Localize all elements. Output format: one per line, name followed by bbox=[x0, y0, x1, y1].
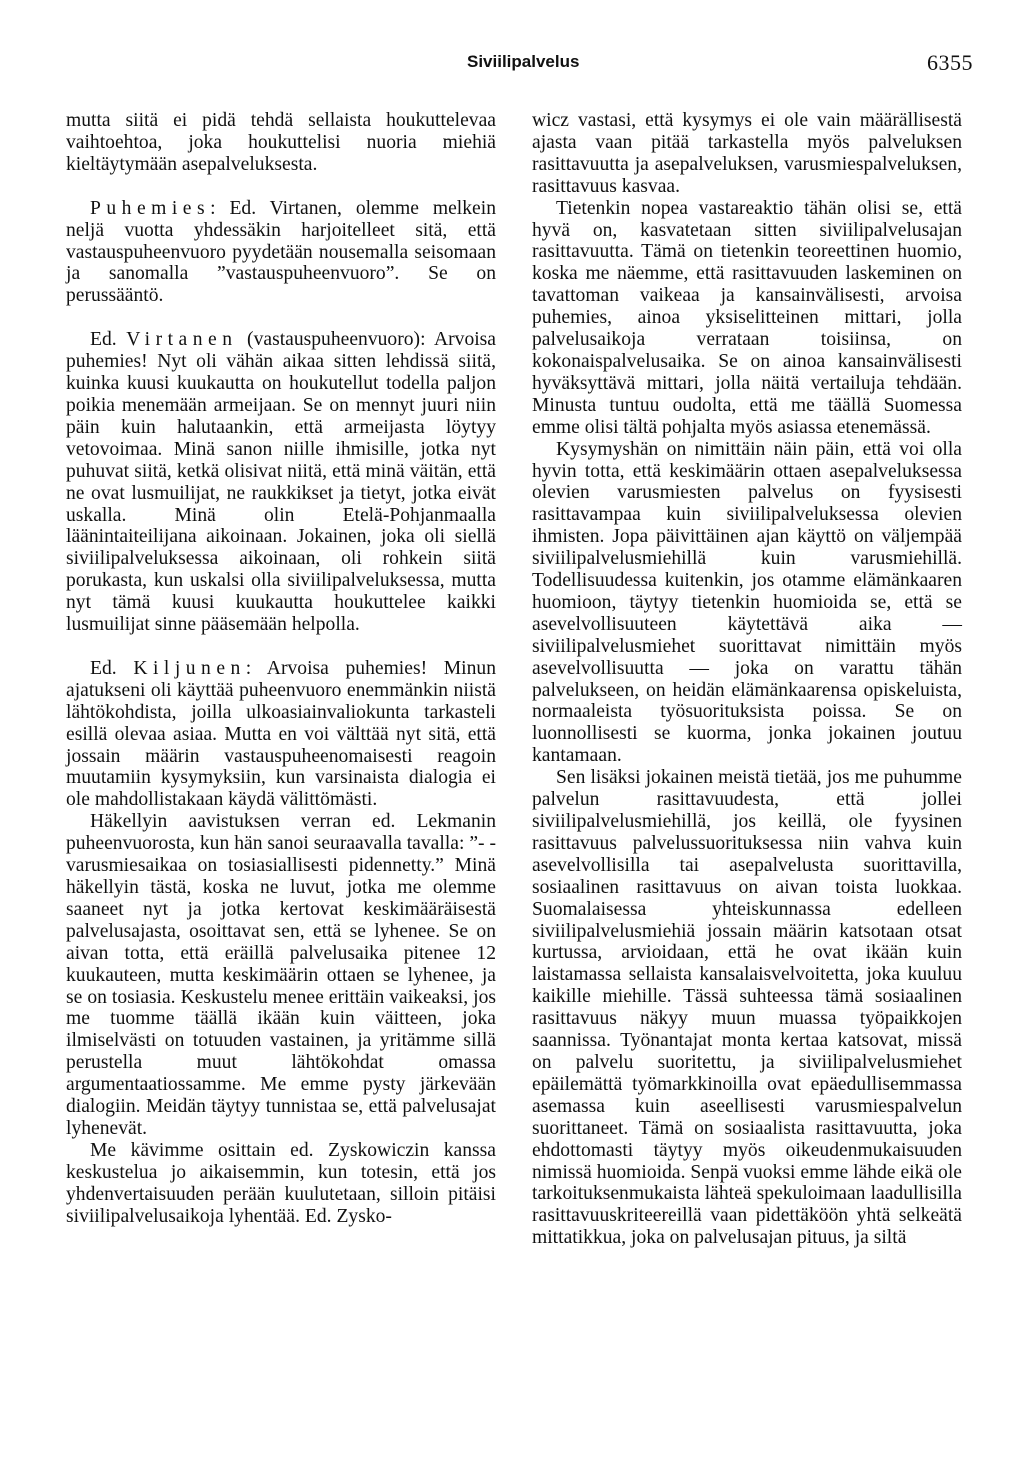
page-number: 6355 bbox=[927, 50, 973, 75]
paragraph: Sen lisäksi jokainen meistä tietää, jos me puhumme palvelun rasittavuudesta, että jollei siviilipalvelusmiehillä, jos keillä, ole fyysinen rasittavuus palvelussuorituksessa niin vahva kuin asevelvollisilla tai asepalvelusta suorittavilla, sosiaalinen rasittavuus on aivan toista luokkaa. Suomalaisessa yhteiskunnassa edelleen siviilipalvelusmiehiä jossain määrin katsotaan otsat kurtussa, arvioidaan, että he ovat ikään kuin laistamassa sellaista kansalaisvelvoitetta, joka kuuluu kaikille miehille. Tässä suhteessa tämä sosiaalinen rasittavuus näkyy muun muassa työpaikkojen saannissa. Työnantajat monta kertaa katsovat, missä on palvelu suoritettu, ja siviilipalvelusmiehet epäilemättä työmarkkinoilla ovat epäedullisemmassa asemassa kuin aseellisesti varusmiespalvelun suorittaneet. Tämä on sosiaalista rasittavuutta, joka ehdottomasti täytyy myös oikeudenmukaisuuden nimissä huomioida. Senpä vuoksi emme lähde eikä ole tarkoituksenmukaista lähteä spekuloimaan laadullisilla rasittavuuskriteereillä vaan pidettäköön yhtä selkeätä mittatikkua, joka on palvelusajan pituus, ja siltä bbox=[532, 767, 962, 1249]
paragraph: Me kävimme osittain ed. Zyskowiczin kanssa keskustelua jo aikaisemmin, kun totesin, että jos yhdenvertaisuuden perään kuulutetaan, silloin pitäisi siviilipalvelusaikoja lyhentää. Ed. Zysko- bbox=[66, 1139, 496, 1227]
paragraph-speaker-virtanen bbox=[66, 329, 496, 636]
speaker-prefix: Ed. bbox=[90, 657, 134, 679]
paragraph-text: : Ed. Virtanen, olemme melkein neljä vuotta yhdessäkin harjoitelleet sitä, että vastauspuheenvuoro pyydetään nousemalla seisomaan ja sanomalla ”vastauspuheenvuoro”. Se on perussääntö. bbox=[66, 197, 496, 307]
paragraph-text: : Arvoisa puhemies! Minun ajatukseni oli käyttää puheenvuoro enemmänkin niistä lähtökohdista, joilla ulkoasiainvaliokunta tarkasteli esillä olevaa asiaa. Mutta en voi välttää nyt sitä, että jossain määrin vastauspuheenomaisesti reagoin muutamiin kysymyksiin, kun varsinaista dialogia ei ole mahdollistakaan käydä välittömästi. bbox=[66, 657, 497, 811]
paragraph-speaker-kiljunen bbox=[66, 658, 496, 811]
paragraph: wicz vastasi, että kysymys ei ole vain määrällisestä ajasta vaan pitää tarkastella myös palveluksen rasittavuutta ja asepalveluksen, varusmiespalveluksen, rasittavuus kasvaa. bbox=[532, 110, 962, 197]
speaker-name: Kiljunen bbox=[133, 657, 246, 679]
paragraph-speaker-puhemies bbox=[66, 198, 496, 308]
speaker-prefix: Ed. bbox=[90, 329, 127, 351]
right-column bbox=[532, 110, 962, 1249]
left-column bbox=[66, 110, 496, 1228]
speaker-name: Puhemies bbox=[90, 197, 211, 219]
speaker-name: Virtanen bbox=[126, 329, 238, 351]
running-header bbox=[0, 52, 1024, 82]
paragraph-text: (vastauspuheenvuoro): Arvoisa puhemies! Nyt oli vähän aikaa sitten lehdissä siitä, kuinka kuusi kuukautta on houkutellut todella paljon poikia menemään armeijaan. Se on mennyt juuri niin päin kuin halutaankin, että armeijasta löytyy vetovoimaa. Minä sanon niille ihmisille, jotka nyt puhuvat siitä, ketkä olisivat niitä, että minä väitän, että ne ovat lusmuilijat, ne raukkikset ja tietyt, jotka eivät uskalla. Minä olin Etelä-Pohjanmaalla läänintaiteilijana aikoinaan. Jokainen, joka oli siellä siviilipalveluksessa aikoinaan, oli rohkein siitä porukasta, kun uskalsi olla siviilipalveluksessa, mutta nyt tämä kuusi kuukautta houkuttelee kaikki lusmuilijat sinne pääsemään helpolla. bbox=[66, 329, 497, 636]
paragraph: mutta siitä ei pidä tehdä sellaista houkuttelevaa vaihtoehtoa, joka houkuttelisi nuoria miehiä kieltäytymään asepalveluksesta. bbox=[66, 110, 496, 175]
paragraph: Kysymyshän on nimittäin näin päin, että voi olla hyvin totta, että keskimäärin ottaen asepalveluksessa olevien varusmiesten palvelus on fyysisesti rasittavampaa kuin siviilipalveluksessa olevien ihmisten. Jopa päivittäinen ajan käyttö on väljempää siviilipalvelusmiehillä kuin varusmiehillä. Todellisuudessa kuitenkin, jos otamme elämänkaaren huomioon, täytyy tietenkin huomioida se, että se asevelvollisuuteen käytettävä aika — siviilipalvelusmiehet suorittavat nimittäin myös asevelvollisuutta — joka on varattu tähän palvelukseen, on heidän elämänkaarensa opiskeluista, normaaleista työsuorituksista poissa. Se on luonnollisesti se kuorma, jonka jokainen joutuu kantamaan. bbox=[532, 438, 962, 767]
paragraph: Tietenkin nopea vastareaktio tähän olisi se, että hyvä on, kasvatetaan sitten siviilipalvelusajan rasittavuutta. Tämä on tietenkin teoreettinen huomio, koska me näemme, että rasittavuuden laskeminen on tavattoman vaikeaa ja kansainvälisesti, arvoisa puhemies, ainoa yksiselitteinen mittari, jolla palvelusaikoja verrataan toisiinsa, on kokonaispalvelusaika. Se on ainoa kansainvälisesti hyväksyttävä mittari, jolla näitä vertailuja tehdään. Minusta tuntuu oudolta, että me täällä Suomessa emme olisi tältä pohjalta myös asiassa etenemässä. bbox=[532, 197, 962, 438]
paragraph: Häkellyin aavistuksen verran ed. Lekmanin puheenvuorosta, kun hän sanoi seuraavalla tavalla: ”- - varusmiesaikaa on tosiasiallisesti pidennetty.” Minä häkellyin tästä, koska ne luvut, jotka me olemme saaneet nyt ja jotka kertovat keskimääräisestä palvelusajasta, osoittavat sen, että se lyhenee. Se on aivan totta, että eräillä palvelusaika pitenee 12 kuukauteen, mutta keskimäärin ottaen se lyhenee, ja se on tosiasia. Keskustelu menee erittäin vaikeaksi, jos me tuomme täällä ikään kuin väitteen, joka ilmiselvästi on totuuden vastainen, ja yritämme sillä perustella muut lähtökohdat omassa argumentaatiossamme. Me emme pysty järkevään dialogiin. Meidän täytyy tunnistaa se, että palvelusajat lyhenevät. bbox=[66, 811, 496, 1139]
running-title: Siviilipalvelus bbox=[467, 52, 580, 71]
